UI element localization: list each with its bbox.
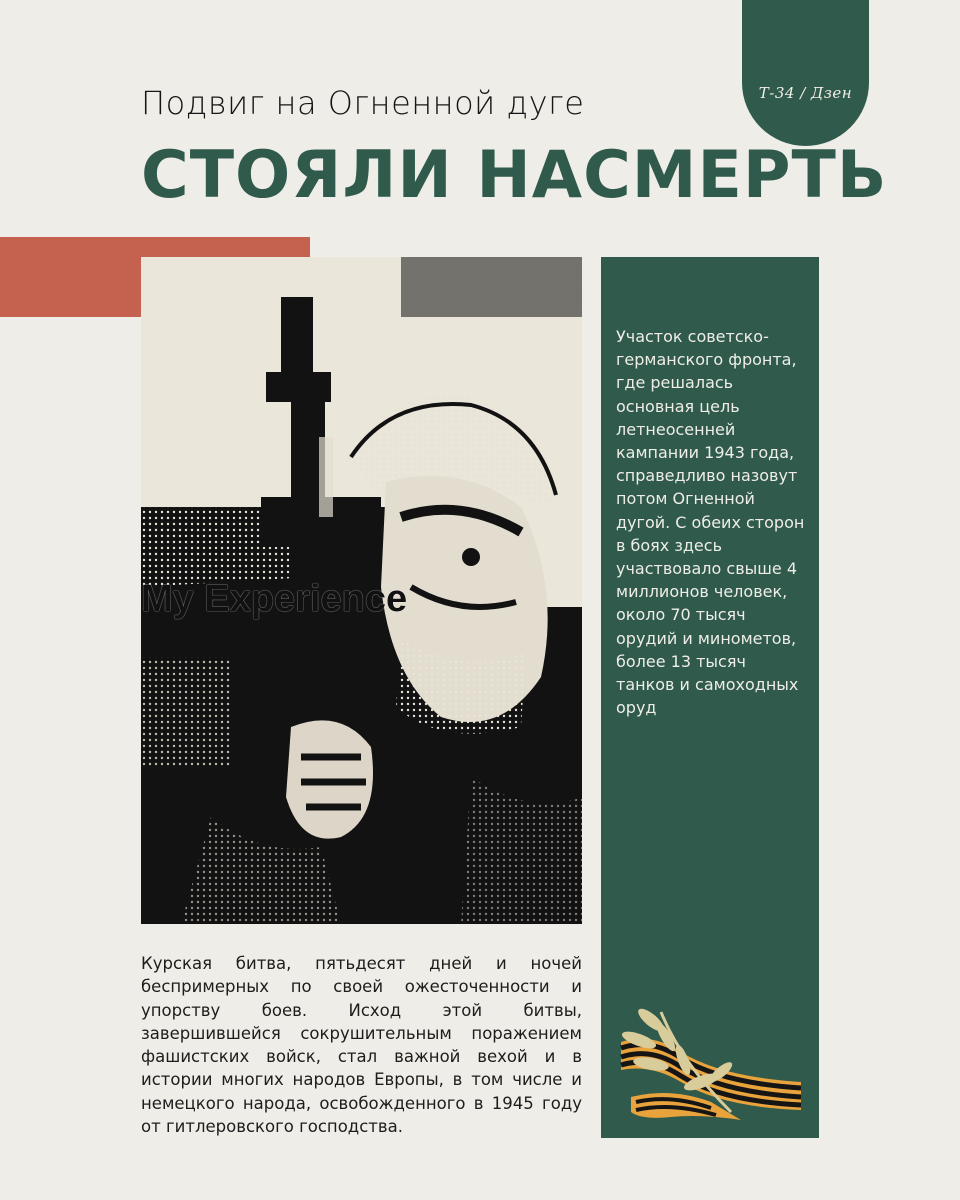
accent-bar <box>0 237 310 257</box>
source-label: Т-34 / Дзен <box>758 84 853 102</box>
page-subtitle: Подвиг на Огненной дуге <box>141 84 585 122</box>
body-text: Курская битва, пятьдесят дней и ночей беспримерных по своей ожесточенности и упорству боев. Исход этой битвы, завершившейся сокрушительным поражением фашистских войск, стал важной вехой и в истории многих народов Европы, в том числе и немецкого народа, освобожденного в 1945 году от гитлеровского господства. <box>141 954 582 1137</box>
page-title: СТОЯЛИ НАСМЕРТЬ <box>141 138 888 213</box>
accent-block <box>0 257 141 317</box>
photo-overlay-title: My Experience <box>141 578 408 620</box>
info-panel-text: Участок советско-германского фронта, где решалась основная цель летнеосенней кампании 1943 года, справедливо назовут потом Огненной дугой. С обеих сторон в боях здесь участвовало свыше 4 миллионов человек, около 70 тысяч орудий и минометов, более 13 тысяч танков и самоходных оруд <box>616 327 805 718</box>
info-panel <box>601 257 819 1138</box>
st-george-ribbon-icon <box>611 1002 806 1131</box>
source-tab <box>742 0 869 146</box>
